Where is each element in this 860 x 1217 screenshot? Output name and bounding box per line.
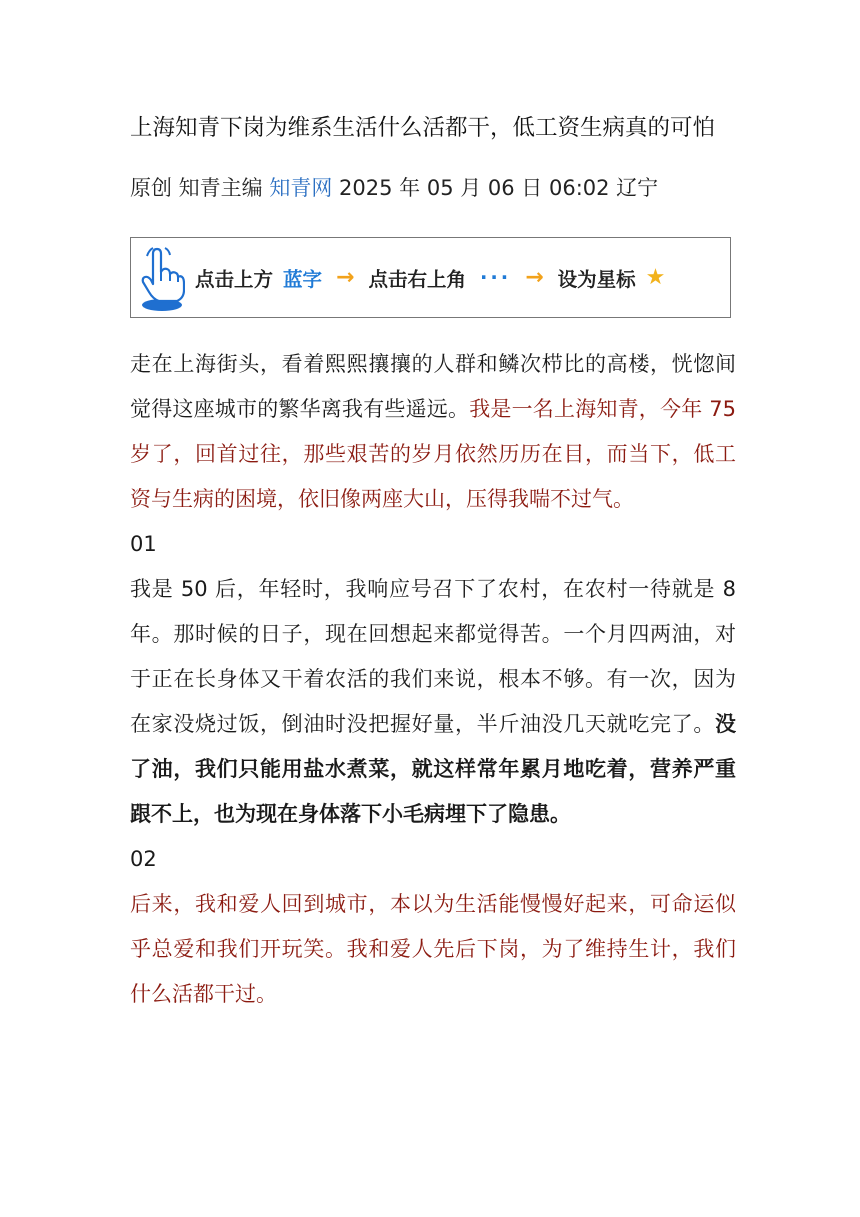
paragraph-1 [130,342,736,522]
banner-instructions [195,238,665,317]
meta-date: 2025 年 05 月 06 日 06:02 辽宁 [332,176,659,200]
arrow-right-icon-2: → [525,265,544,290]
paragraph-2-text: 我是 50 后，年轻时，我响应号召下了农村，在农村一待就是 8 年。那时候的日子，现在回想起来都觉得苦。一个月四两油，对于正在长身体又干着农活的我们来说，根本不够。有一次，因为在家没烧过饭，倒油时没把握好量，半斤油没几天就吃完了。 [130,577,736,736]
paragraph-1-highlight: 我是一名上海知青，今年 75 岁了，回首过往，那些艰苦的岁月依然历历在目，而当下，低工资与生病的困境，依旧像两座大山，压得我喘不过气。 [130,397,736,511]
banner-step1: 点击上方 [195,267,274,291]
section-heading-01: 01 [130,532,157,556]
article-title: 上海知青下岗为维系生活什么活都干，低工资生病真的可怕 [130,115,716,141]
paragraph-1-text: 走在上海街头，看着熙熙攘攘的人群和鳞次栉比的高楼，恍惚间觉得这座城市的繁华离我有些遥远。 [130,352,736,421]
article-meta [130,168,750,208]
follow-banner [130,237,731,318]
paragraph-2-bold: 没了油，我们只能用盐水煮菜，就这样常年累月地吃着，营养严重跟不上，也为现在身体落下小毛病埋下了隐患。 [130,712,736,826]
more-dots-icon: ··· [479,266,512,289]
star-icon: ★ [645,265,666,290]
banner-step2: 点击右上角 [368,267,466,291]
pointing-hand-icon [139,246,185,312]
section-heading-02: 02 [130,847,157,871]
article-body [130,342,736,1017]
arrow-right-icon: → [336,265,355,290]
paragraph-2 [130,567,736,837]
author-link[interactable]: 知青网 [269,176,333,200]
meta-prefix: 原创 知青主编 [130,176,270,200]
banner-step3: 设为星标 [557,267,636,291]
paragraph-3: 后来，我和爱人回到城市，本以为生活能慢慢好起来，可命运似乎总爱和我们开玩笑。我和爱人先后下岗，为了维持生计，我们什么活都干过。 [130,892,736,1006]
banner-blue-word: 蓝字 [283,267,323,291]
